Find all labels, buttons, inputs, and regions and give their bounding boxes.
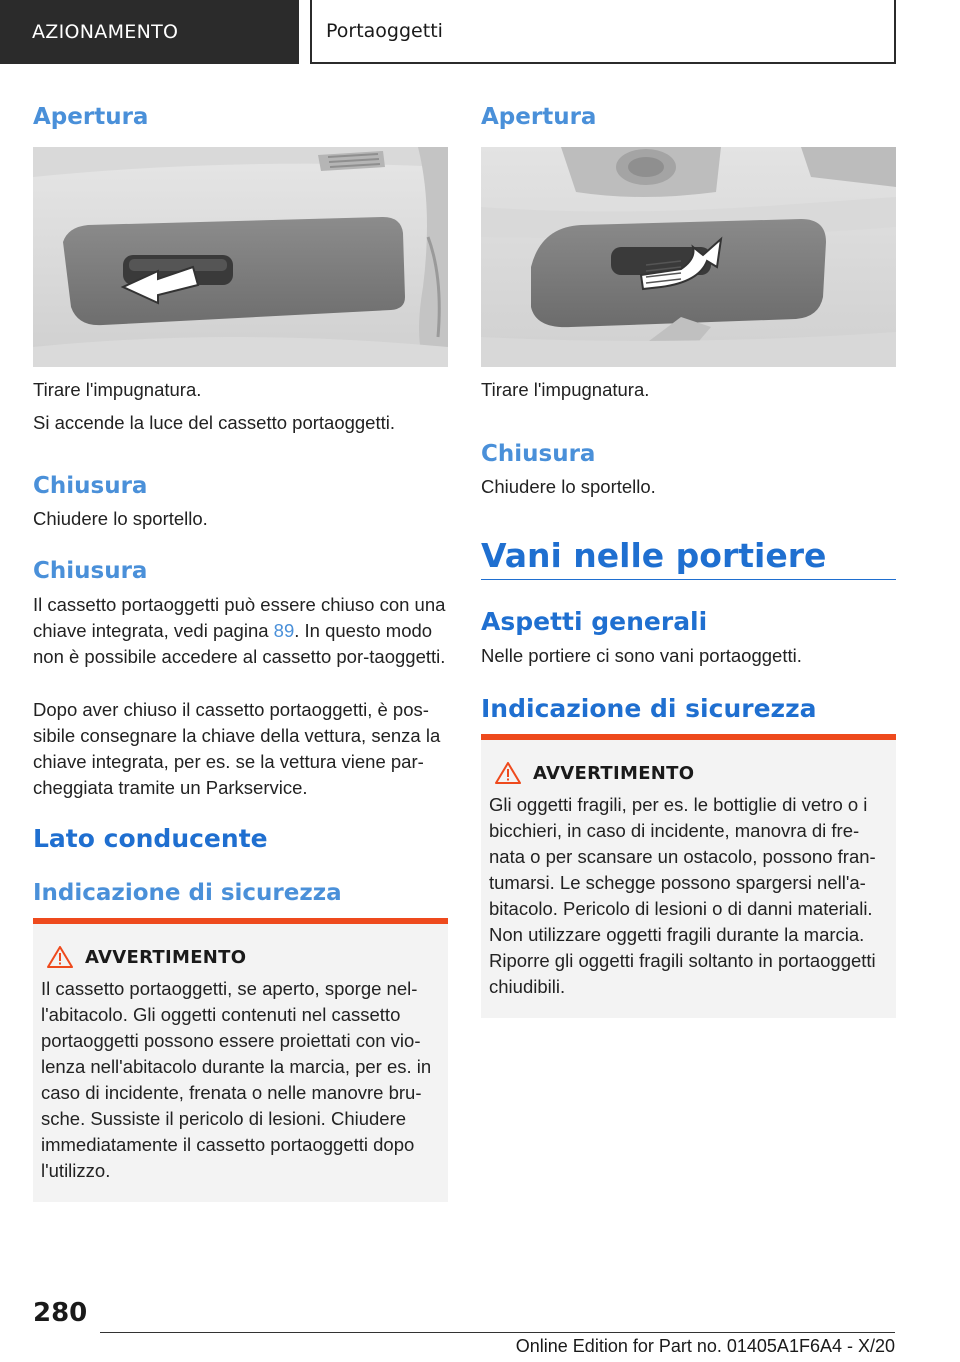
section-tab: [0, 0, 299, 64]
heading-lato-conducente: Lato conducente: [33, 824, 268, 853]
text-chiave: Il cassetto portaoggetti può essere chiuso con una chiave integrata, vedi pagina 89. In questo modo non è possibile accedere al cassetto por‐taoggetti.: [33, 594, 446, 667]
warning-box-left: [33, 918, 448, 1202]
heading-chiusura-left-1: Chiusura: [33, 473, 148, 499]
heading-indicazione-left: Indicazione di sicurezza: [33, 880, 342, 906]
footer-rule: [100, 1332, 895, 1333]
heading-chiusura-right: Chiusura: [481, 441, 596, 467]
warning-title: AVVERTIMENTO: [85, 946, 247, 968]
heading-rule: [481, 579, 896, 580]
page-number: 280: [33, 1298, 88, 1328]
chapter-title: Portaoggetti: [326, 20, 443, 42]
warning-triangle-icon: [47, 946, 73, 968]
heading-apertura-right: Apertura: [481, 104, 597, 130]
text-chiudere-left: Chiudere lo sportello.: [33, 508, 208, 529]
text-tirare-left: Tirare l'impugnatura.: [33, 379, 202, 400]
text-tirare-right: Tirare l'impugnatura.: [481, 379, 650, 400]
heading-indicazione-right: Indicazione di sicurezza: [481, 694, 817, 723]
footer-edition: Online Edition for Part no. 01405A1F6A4 - X/20: [515, 1336, 895, 1356]
heading-vani-nelle-portiere: Vani nelle portiere: [481, 536, 827, 575]
text-nelle-portiere: Nelle portiere ci sono vani portaoggetti.: [481, 645, 802, 666]
chapter-tab: [310, 0, 896, 64]
warning-box-right: [481, 734, 896, 1018]
warning-text: Il cassetto portaoggetti, se aperto, sporge nel‐l'abitacolo. Gli oggetti contenuti nel cassetto portaoggetti possono essere proiettati con vio‐lenza nell'abitacolo durante la marcia, per es. in caso di incidente, frenata o nelle manovre bru‐sche. Sussiste il pericolo di lesioni. Chiudere immediatamente il cassetto portaoggetti dopo l'utilizzo.: [41, 978, 432, 1181]
page-link-89[interactable]: 89: [273, 620, 295, 641]
section-title: AZIONAMENTO: [32, 21, 179, 43]
heading-apertura-left: Apertura: [33, 104, 149, 130]
text-chiudere-right: Chiudere lo sportello.: [481, 476, 656, 497]
warning-title: AVVERTIMENTO: [533, 762, 695, 784]
heading-aspetti-generali: Aspetti generali: [481, 607, 708, 636]
text-dopo: Dopo aver chiuso il cassetto portaoggetti, è pos‐sibile consegnare la chiave della vettura, senza la chiave integrata, per es. se la vettura viene par‐cheggiata tramite un Parkservice.: [33, 699, 441, 798]
glovebox-driver-image: [481, 147, 896, 367]
glovebox-passenger-image: [33, 147, 448, 367]
heading-chiusura-left-2: Chiusura: [33, 558, 148, 584]
text-luce: Si accende la luce del cassetto portaoggetti.: [33, 412, 396, 433]
warning-triangle-icon: [495, 762, 521, 784]
warning-text: Gli oggetti fragili, per es. le bottiglie di vetro o i bicchieri, in caso di incidente, manovra di fre‐nata o per scansare un ostacolo, possono fran‐tumarsi. Le schegge possono spargersi nell'a‐bitacolo. Pericolo di lesioni o di danni materiali. Non utilizzare oggetti fragili durante la marcia. Riporre gli oggetti fragili soltanto in portaoggetti chiudibili.: [489, 794, 876, 997]
